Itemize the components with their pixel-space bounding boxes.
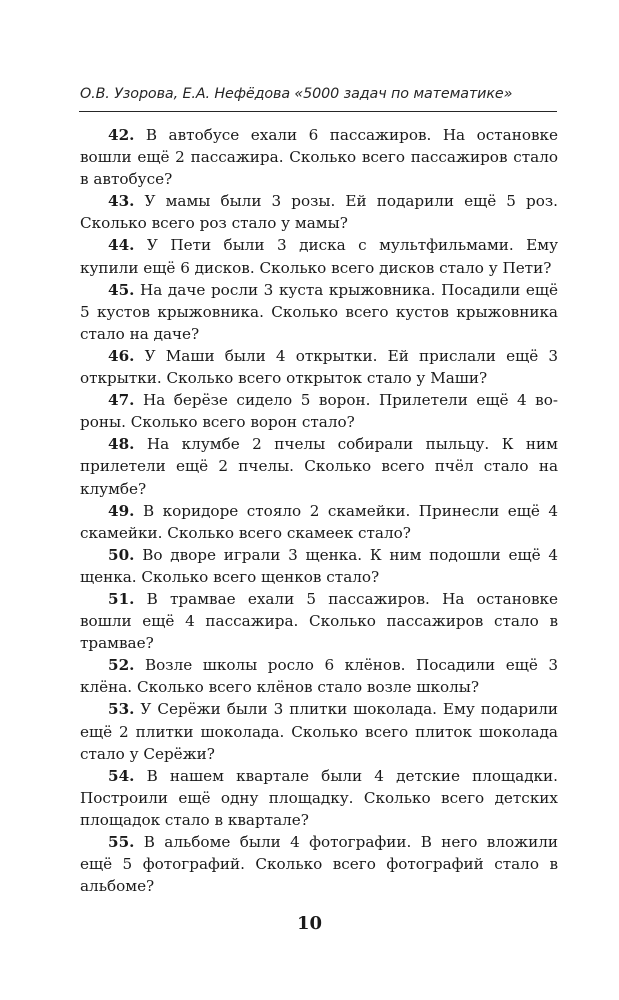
problem-item bbox=[80, 588, 558, 654]
problem-item bbox=[80, 765, 558, 831]
problem-number: 55. bbox=[108, 833, 135, 851]
problem-number: 53. bbox=[108, 700, 135, 719]
problem-text: На клумбе 2 пчелы собирали пыльцу. К ним прилетели ещё 2 пчелы. Сколько всего пчёл стало на клумбе? bbox=[80, 435, 558, 498]
problem-item bbox=[80, 234, 558, 278]
problem-item bbox=[80, 279, 558, 345]
running-header: О.В. Узорова, Е.А. Нефёдова «5000 задач по математике» bbox=[80, 86, 513, 102]
problem-text: В альбоме были 4 фотографии. В него вложили ещё 5 фотографий. Сколько всего фотографий стало в альбоме? bbox=[80, 833, 559, 896]
problem-text: У мамы были 3 розы. Ей подарили ещё 5 роз. Сколько всего роз стало у мамы? bbox=[80, 192, 559, 233]
problem-text: У Серёжи были 3 плитки шоколада. Ему подарили ещё 2 плитки шоколада. Сколько всего плиток шоколада стало у Серёжи? bbox=[80, 700, 559, 763]
problem-list bbox=[80, 124, 558, 897]
problem-text: У Маши были 4 открытки. Ей прислали ещё 3 открытки. Сколько всего открыток стало у Маши? bbox=[80, 346, 559, 388]
problem-text: Возле школы росло 6 клёнов. Посадили ещё 3 клёна. Сколько всего клёнов стало возле школы? bbox=[80, 656, 559, 697]
problem-item bbox=[80, 698, 558, 764]
problem-text: У Пети были 3 диска с мультфильмами. Ему купили ещё 6 дисков. Сколько всего дисков стало у Пети? bbox=[80, 236, 559, 277]
problem-item bbox=[80, 500, 558, 544]
problem-text: На даче росли 3 куста крыжовника. Посадили ещё 5 кустов крыжовника. Сколько всего кустов крыжовника стало на даче? bbox=[80, 280, 558, 343]
problem-item bbox=[80, 654, 558, 698]
problem-item bbox=[80, 190, 558, 234]
problem-number: 51. bbox=[108, 589, 135, 608]
problem-text: В автобусе ехали 6 пассажиров. На остановке вошли ещё 2 пассажира. Сколько всего пассажиров стало в автобусе? bbox=[80, 126, 558, 189]
problem-number: 43. bbox=[108, 192, 135, 211]
problem-text: В коридоре стояло 2 скамейки. Принесли ещё 4 скамейки. Сколько всего скамеек стало? bbox=[80, 501, 558, 542]
problem-item bbox=[80, 831, 558, 897]
problem-number: 45. bbox=[108, 280, 135, 299]
problem-text: Во дворе играли 3 щенка. К ним подошли ещё 4 щенка. Сколько всего щенков стало? bbox=[80, 545, 559, 586]
problem-number: 50. bbox=[108, 545, 135, 564]
problem-item bbox=[80, 124, 558, 190]
problem-item bbox=[80, 345, 558, 389]
problem-item bbox=[80, 389, 558, 433]
page-number: 10 bbox=[296, 913, 323, 934]
problem-text: В трамвае ехали 5 пассажиров. На остановке вошли ещё 4 пассажира. Сколько пассажиров стало в трамвае? bbox=[80, 589, 558, 653]
problem-text: В нашем квартале были 4 детские площадки. Построили ещё одну площадку. Сколько всего детских площадок стало в квартале? bbox=[80, 766, 558, 829]
header-rule bbox=[79, 111, 557, 112]
problem-number: 52. bbox=[108, 656, 135, 675]
problem-item bbox=[80, 433, 558, 499]
problem-number: 47. bbox=[108, 391, 135, 410]
problem-number: 48. bbox=[108, 435, 135, 454]
problem-number: 54. bbox=[108, 766, 135, 785]
problem-text: На берёзе сидело 5 ворон. Прилетели ещё 4 вороны. Сколько всего ворон стало? bbox=[80, 391, 558, 432]
problem-item bbox=[80, 544, 558, 588]
problem-number: 44. bbox=[108, 236, 135, 255]
problem-number: 42. bbox=[108, 126, 135, 144]
problem-number: 49. bbox=[108, 501, 135, 520]
problem-number: 46. bbox=[108, 346, 135, 365]
